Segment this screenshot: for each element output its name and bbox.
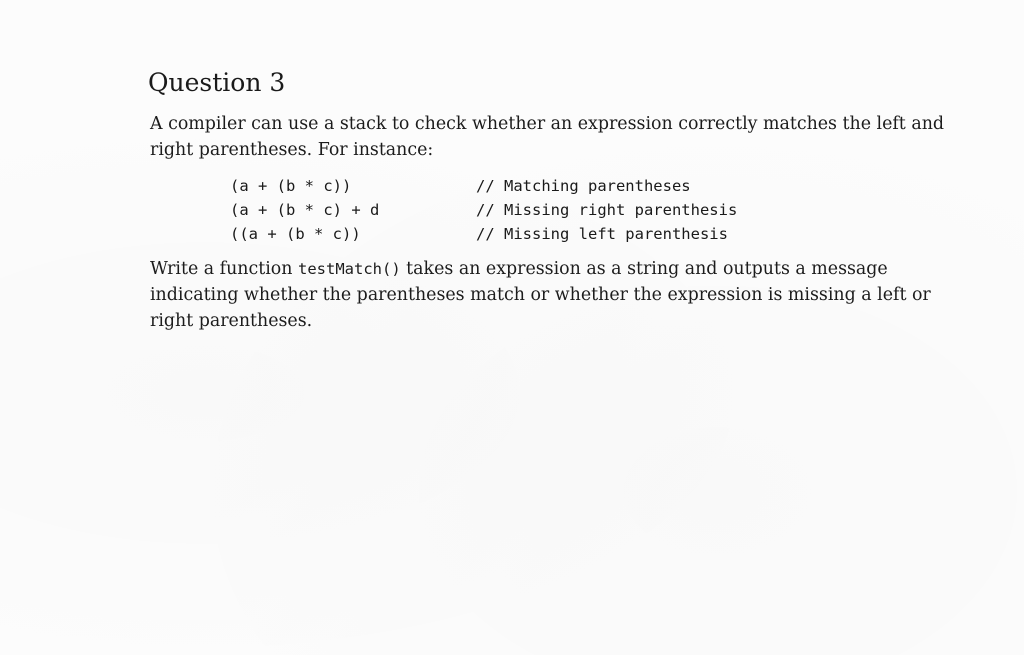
example-comment-3: // Missing left parenthesis <box>476 225 728 243</box>
example-expression-3: ((a + (b * c)) <box>230 225 361 243</box>
task-text-before: Write a function <box>150 259 298 279</box>
function-name: testMatch() <box>298 260 401 278</box>
task-description <box>150 256 950 334</box>
example-expression-2: (a + (b * c) + d <box>230 201 380 219</box>
example-comment-2: // Missing right parenthesis <box>476 201 738 219</box>
example-comment-1: // Matching parentheses <box>476 177 691 195</box>
question-intro: A compiler can use a stack to check whether an expression correctly matches the left and right parentheses. For instance: <box>150 114 945 160</box>
question-title: Question 3 <box>148 68 286 97</box>
example-expression-1: (a + (b * c)) <box>230 177 352 195</box>
task-text-after: takes an expression as a string and outputs a message indicating whether the parentheses match or whether the expression is missing a left or right parentheses. <box>150 259 931 331</box>
